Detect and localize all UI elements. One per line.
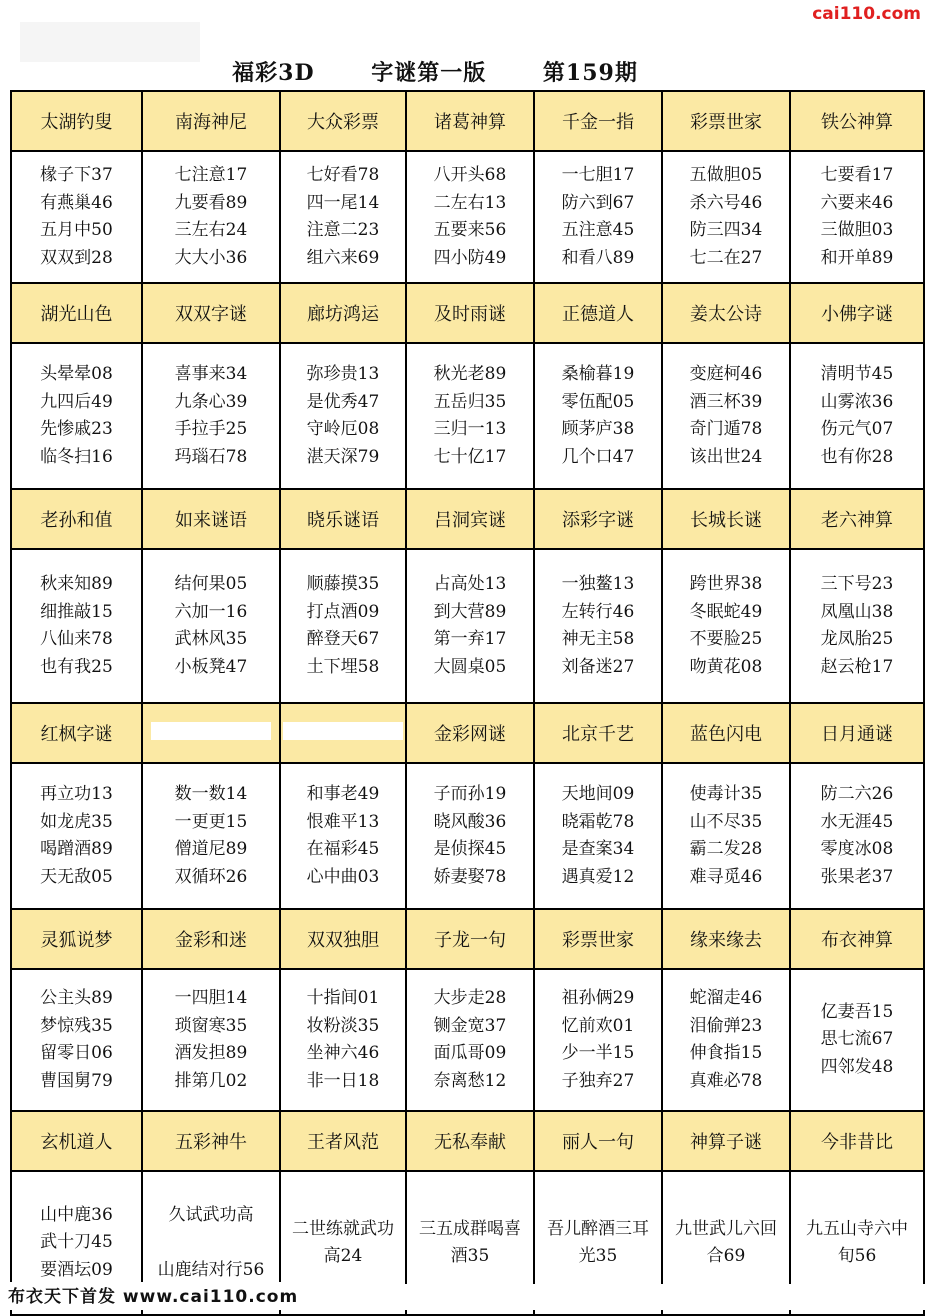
riddle-line: 妆粉淡35 — [306, 1015, 380, 1036]
riddle-line: 亿妻吾15 — [820, 1001, 894, 1022]
riddle-line: 霸二发28 — [689, 839, 763, 859]
riddle-line — [143, 1229, 279, 1257]
riddle-line: 心中曲03 — [306, 866, 380, 887]
riddle-cell — [662, 969, 790, 1111]
riddle-cell — [790, 763, 924, 909]
riddle-line: 赵云枪17 — [820, 656, 894, 677]
riddle-line: 梦惊残35 — [40, 1015, 113, 1036]
riddle-line: 秋光老89 — [433, 364, 507, 384]
riddle-cell — [790, 343, 924, 489]
riddle-line: 子独弃27 — [561, 1070, 635, 1091]
riddle-cell — [662, 549, 790, 703]
riddle-line: 几个口47 — [561, 446, 635, 467]
column-expert-name: 金彩网谜 — [406, 703, 534, 763]
riddle-line: 防二六26 — [820, 784, 894, 804]
riddle-cell — [280, 549, 406, 703]
column-expert-name: 老六神算 — [790, 489, 924, 549]
riddle-line: 手拉手25 — [174, 419, 248, 439]
riddle-line: 先惨戚23 — [40, 419, 113, 439]
column-expert-name: 灵狐说梦 — [11, 909, 142, 969]
riddle-cell — [142, 763, 280, 909]
riddle-line: 在福彩45 — [306, 839, 380, 859]
riddle-line: 伤元气07 — [820, 419, 894, 439]
riddle-cell — [11, 549, 142, 703]
riddle-line: 四邻发48 — [820, 1056, 894, 1077]
column-expert-name: 小佛字谜 — [790, 283, 924, 343]
riddle-line: 也有我25 — [40, 656, 113, 677]
riddle-line: 少一半15 — [561, 1043, 635, 1063]
riddle-line: 四一尾14 — [306, 192, 380, 213]
riddle-line: 椽子下37 — [40, 165, 113, 185]
riddle-line: 到大营89 — [433, 601, 507, 622]
riddle-line: 跨世界38 — [689, 574, 763, 594]
riddle-line: 有燕巢46 — [40, 192, 113, 213]
column-expert-name: 老孙和值 — [11, 489, 142, 549]
riddle-line: 杀六号46 — [689, 192, 763, 213]
riddle-line: 酒发担89 — [174, 1043, 248, 1063]
riddle-cell — [142, 151, 280, 283]
riddle-cell — [406, 343, 534, 489]
riddle-cell — [790, 549, 924, 703]
riddle-line: 天地间09 — [561, 784, 635, 804]
column-expert-name: 红枫字谜 — [11, 703, 142, 763]
riddle-cell — [534, 151, 662, 283]
riddle-line: 山鹿结对行56 — [157, 1260, 265, 1280]
riddle-line: 喜事来34 — [174, 364, 248, 384]
riddle-line: 九四后49 — [40, 391, 113, 412]
riddle-line: 八开头68 — [433, 165, 507, 185]
riddle-line: 光35 — [578, 1246, 618, 1266]
riddle-line: 七好看78 — [306, 165, 380, 185]
riddle-line: 忆前欢01 — [561, 1015, 635, 1036]
riddle-line: 是侦探45 — [433, 839, 507, 859]
riddle-cell — [11, 151, 142, 283]
header-row — [11, 489, 924, 549]
riddle-line: 晓霜乾78 — [561, 811, 635, 832]
riddle-line: 临冬扫16 — [40, 446, 113, 467]
riddle-line: 排第几02 — [174, 1070, 248, 1091]
riddle-line: 桑榆暮19 — [561, 364, 635, 384]
riddle-line: 娇妻娶78 — [433, 866, 507, 887]
riddle-line: 占高处13 — [433, 574, 507, 594]
riddle-line: 九世武儿六回 — [675, 1218, 777, 1239]
riddle-line: 双双到28 — [40, 247, 113, 268]
riddle-cell — [142, 343, 280, 489]
riddle-cell — [534, 549, 662, 703]
masked-label — [151, 722, 271, 740]
riddle-line: 蛇溜走46 — [689, 988, 763, 1008]
riddle-line: 泪偷弹23 — [689, 1015, 763, 1036]
riddle-line: 僧道尼89 — [174, 839, 248, 859]
riddle-line: 不要脸25 — [689, 629, 763, 649]
column-expert-name: 如来谜语 — [142, 489, 280, 549]
riddle-line: 七二在27 — [689, 247, 763, 268]
riddle-line: 刘备迷27 — [561, 656, 635, 677]
riddle-line: 打点酒09 — [306, 601, 380, 622]
column-expert-name: 双双字谜 — [142, 283, 280, 343]
riddle-line: 一更更15 — [174, 811, 248, 832]
riddle-line: 双循环26 — [174, 866, 248, 887]
riddle-cell — [11, 343, 142, 489]
riddle-line: 防三四34 — [689, 220, 763, 240]
riddle-line: 该出世24 — [689, 446, 763, 467]
header-row — [11, 91, 924, 151]
column-expert-name: 神算子谜 — [662, 1111, 790, 1171]
riddle-line: 守岭厄08 — [306, 419, 380, 439]
riddle-line: 零伍配05 — [561, 391, 635, 412]
column-expert-name: 吕洞宾谜 — [406, 489, 534, 549]
riddle-line: 子而孙19 — [433, 784, 507, 804]
column-expert-name: 缘来缘去 — [662, 909, 790, 969]
riddle-line: 难寻觅46 — [689, 866, 763, 887]
riddle-line: 铡金宽37 — [433, 1015, 507, 1036]
riddle-cell — [406, 969, 534, 1111]
riddle-line: 酒三杯39 — [689, 391, 763, 412]
riddle-line: 六要来46 — [820, 192, 894, 213]
riddle-line: 七注意17 — [174, 165, 248, 185]
column-expert-name: 布衣神算 — [790, 909, 924, 969]
riddle-line: 土下埋58 — [306, 656, 380, 677]
riddle-line: 凤凰山38 — [820, 601, 894, 622]
riddle-line: 头晕晕08 — [40, 364, 113, 384]
riddle-line: 奇门遁78 — [689, 419, 763, 439]
column-expert-name: 子龙一句 — [406, 909, 534, 969]
riddle-cell — [790, 969, 924, 1111]
riddle-line: 湛天深79 — [306, 446, 380, 467]
riddle-cell — [406, 549, 534, 703]
riddle-line: 七要看17 — [820, 165, 894, 185]
column-expert-name: 太湖钓叟 — [11, 91, 142, 151]
riddle-line: 曹国舅79 — [40, 1070, 113, 1091]
riddle-line: 山不尽35 — [689, 811, 763, 832]
header-row — [11, 283, 924, 343]
riddle-line: 清明节45 — [820, 364, 894, 384]
column-expert-name: 玄机道人 — [11, 1111, 142, 1171]
riddle-line: 吾儿醉酒三耳 — [547, 1218, 649, 1239]
riddle-line: 如龙虎35 — [40, 811, 113, 832]
riddle-row — [11, 151, 924, 283]
riddle-row — [11, 343, 924, 489]
riddle-line: 真难必78 — [689, 1070, 763, 1091]
riddle-line: 结何果05 — [174, 574, 248, 594]
riddle-line: 公主头89 — [40, 988, 113, 1008]
title-edition: 字谜第一版 — [371, 60, 487, 86]
riddle-line: 武林风35 — [174, 629, 248, 649]
riddle-line: 顺藤摸35 — [306, 574, 380, 594]
riddle-line: 合69 — [706, 1246, 746, 1266]
riddle-line: 大圆桌05 — [433, 656, 507, 677]
riddle-line: 酒35 — [450, 1246, 490, 1266]
riddle-line: 旬56 — [837, 1246, 877, 1266]
riddle-table — [10, 90, 925, 1316]
column-expert-name: 添彩字谜 — [534, 489, 662, 549]
riddle-line: 和事老49 — [306, 784, 380, 804]
riddle-line: 高24 — [323, 1246, 363, 1266]
site-watermark: cai110.com — [812, 4, 921, 24]
riddle-line: 面瓜哥09 — [433, 1043, 507, 1063]
riddle-line: 二左右13 — [433, 192, 507, 213]
riddle-cell — [280, 763, 406, 909]
riddle-line: 非一日18 — [306, 1070, 380, 1091]
riddle-line: 防六到67 — [561, 192, 635, 213]
column-expert-name: 大众彩票 — [280, 91, 406, 151]
column-expert-name: 彩票世家 — [662, 91, 790, 151]
riddle-line: 琐窗寒35 — [174, 1015, 248, 1036]
riddle-line: 和看八89 — [561, 247, 635, 268]
header-row — [11, 703, 924, 763]
column-expert-name: 诸葛神算 — [406, 91, 534, 151]
masked-label — [283, 722, 403, 740]
riddle-cell — [662, 151, 790, 283]
riddle-line: 和开单89 — [820, 247, 894, 268]
riddle-cell — [790, 151, 924, 283]
column-expert-name: 今非昔比 — [790, 1111, 924, 1171]
riddle-line: 醉登天67 — [306, 629, 380, 649]
column-expert-name: 正德道人 — [534, 283, 662, 343]
riddle-line: 武十刀45 — [40, 1232, 113, 1253]
riddle-line: 坐神六46 — [306, 1043, 380, 1063]
riddle-cell — [534, 969, 662, 1111]
riddle-line: 八仙来78 — [40, 629, 113, 649]
riddle-row — [11, 549, 924, 703]
column-expert-name: 湖光山色 — [11, 283, 142, 343]
riddle-line: 大大小36 — [174, 247, 248, 268]
column-expert-name: 晓乐谜语 — [280, 489, 406, 549]
riddle-cell — [662, 763, 790, 909]
riddle-line: 左转行46 — [561, 601, 635, 622]
riddle-line: 伸食指15 — [689, 1043, 763, 1063]
riddle-row — [11, 969, 924, 1111]
column-expert-name: 姜太公诗 — [662, 283, 790, 343]
riddle-line: 注意二23 — [306, 220, 380, 240]
riddle-line: 四小防49 — [433, 247, 507, 268]
riddle-line: 冬眠蛇49 — [689, 601, 763, 622]
riddle-line: 要酒坛09 — [40, 1259, 113, 1280]
riddle-line: 是优秀47 — [306, 391, 380, 412]
riddle-cell — [280, 343, 406, 489]
column-expert-name: 北京千艺 — [534, 703, 662, 763]
riddle-line: 细推敲15 — [40, 601, 113, 622]
column-expert-name — [280, 703, 406, 763]
riddle-cell — [406, 763, 534, 909]
riddle-cell — [534, 343, 662, 489]
riddle-line: 也有你28 — [820, 446, 894, 467]
riddle-line: 第一弃17 — [433, 629, 507, 649]
riddle-cell — [142, 549, 280, 703]
riddle-line: 玛瑙石78 — [174, 446, 248, 467]
column-expert-name: 双双独胆 — [280, 909, 406, 969]
riddle-line: 晓风酸36 — [433, 811, 507, 832]
riddle-line: 大步走28 — [433, 988, 507, 1008]
column-expert-name: 五彩神牛 — [142, 1111, 280, 1171]
riddle-line: 龙凤胎25 — [820, 629, 894, 649]
riddle-line: 六加一16 — [174, 601, 248, 622]
riddle-line: 使毒计35 — [689, 784, 763, 804]
column-expert-name: 长城长谜 — [662, 489, 790, 549]
riddle-line: 祖孙俩29 — [561, 988, 635, 1008]
riddle-line: 水无涯45 — [820, 811, 894, 832]
riddle-line: 五月中50 — [40, 220, 113, 240]
column-expert-name: 及时雨谜 — [406, 283, 534, 343]
riddle-line: 是查案34 — [561, 839, 635, 859]
riddle-cell — [406, 151, 534, 283]
riddle-line: 一四胆14 — [174, 988, 248, 1008]
header-row — [11, 1111, 924, 1171]
riddle-line: 留零日06 — [40, 1043, 113, 1063]
riddle-line: 一独鳌13 — [561, 574, 635, 594]
riddle-line: 五岳归35 — [433, 391, 507, 412]
riddle-line: 久试武功高 — [168, 1204, 254, 1225]
riddle-line: 五要来56 — [433, 220, 507, 240]
column-expert-name: 丽人一句 — [534, 1111, 662, 1171]
riddle-line: 恨难平13 — [306, 811, 380, 832]
riddle-line: 组六来69 — [306, 247, 380, 268]
column-expert-name: 彩票世家 — [534, 909, 662, 969]
column-expert-name: 王者风范 — [280, 1111, 406, 1171]
riddle-row — [11, 763, 924, 909]
riddle-line: 遇真爱12 — [561, 866, 635, 887]
riddle-line: 思七流67 — [820, 1029, 894, 1050]
column-expert-name: 日月通谜 — [790, 703, 924, 763]
riddle-cell — [534, 763, 662, 909]
riddle-cell — [142, 969, 280, 1111]
page-title — [0, 56, 870, 87]
riddle-line: 吻黄花08 — [689, 656, 763, 677]
riddle-line: 张果老37 — [820, 866, 894, 887]
riddle-line: 七十亿17 — [433, 446, 507, 467]
riddle-cell — [280, 151, 406, 283]
riddle-line: 三左右24 — [174, 220, 248, 240]
column-expert-name: 无私奉献 — [406, 1111, 534, 1171]
riddle-line: 顾茅庐38 — [561, 419, 635, 439]
riddle-line: 十指间01 — [306, 988, 380, 1008]
riddle-line: 山中鹿36 — [40, 1204, 113, 1225]
riddle-line: 三下号23 — [820, 574, 894, 594]
riddle-cell — [662, 343, 790, 489]
column-expert-name: 千金一指 — [534, 91, 662, 151]
riddle-line: 神无主58 — [561, 629, 635, 649]
riddle-line: 天无敌05 — [40, 866, 113, 887]
header-row — [11, 909, 924, 969]
riddle-line: 二世练就武功 — [292, 1218, 394, 1239]
riddle-line: 变庭柯46 — [689, 364, 763, 384]
riddle-line: 弥珍贵13 — [306, 364, 380, 384]
title-issue: 第159期 — [542, 60, 638, 86]
riddle-cell — [280, 969, 406, 1111]
riddle-line: 喝蹭酒89 — [40, 839, 113, 859]
riddle-line: 五做胆05 — [689, 165, 763, 185]
riddle-line: 五注意45 — [561, 220, 635, 240]
riddle-line: 奈离愁12 — [433, 1070, 507, 1091]
riddle-line: 九条心39 — [174, 391, 248, 412]
riddle-line: 数一数14 — [174, 784, 248, 804]
riddle-line: 一七胆17 — [561, 165, 635, 185]
column-expert-name: 铁公神算 — [790, 91, 924, 151]
riddle-line: 三做胆03 — [820, 220, 894, 240]
column-expert-name — [142, 703, 280, 763]
riddle-line: 九五山寺六中 — [806, 1218, 908, 1239]
riddle-line: 三五成群喝喜 — [419, 1218, 521, 1239]
riddle-line: 山雾浓36 — [820, 391, 894, 412]
column-expert-name: 蓝色闪电 — [662, 703, 790, 763]
footer-credit: 布衣天下首发 www.cai110.com — [8, 1282, 304, 1307]
riddle-line: 秋来知89 — [40, 574, 113, 594]
column-expert-name: 金彩和迷 — [142, 909, 280, 969]
riddle-line: 零度冰08 — [820, 839, 894, 859]
riddle-line: 小板凳47 — [174, 656, 248, 677]
title-lottery: 福彩3D — [232, 60, 315, 86]
riddle-cell — [11, 763, 142, 909]
riddle-cell — [11, 969, 142, 1111]
column-expert-name: 南海神尼 — [142, 91, 280, 151]
riddle-line: 三归一13 — [433, 419, 507, 439]
riddle-line: 再立功13 — [40, 784, 113, 804]
riddle-line: 九要看89 — [174, 192, 248, 213]
column-expert-name: 廊坊鸿运 — [280, 283, 406, 343]
